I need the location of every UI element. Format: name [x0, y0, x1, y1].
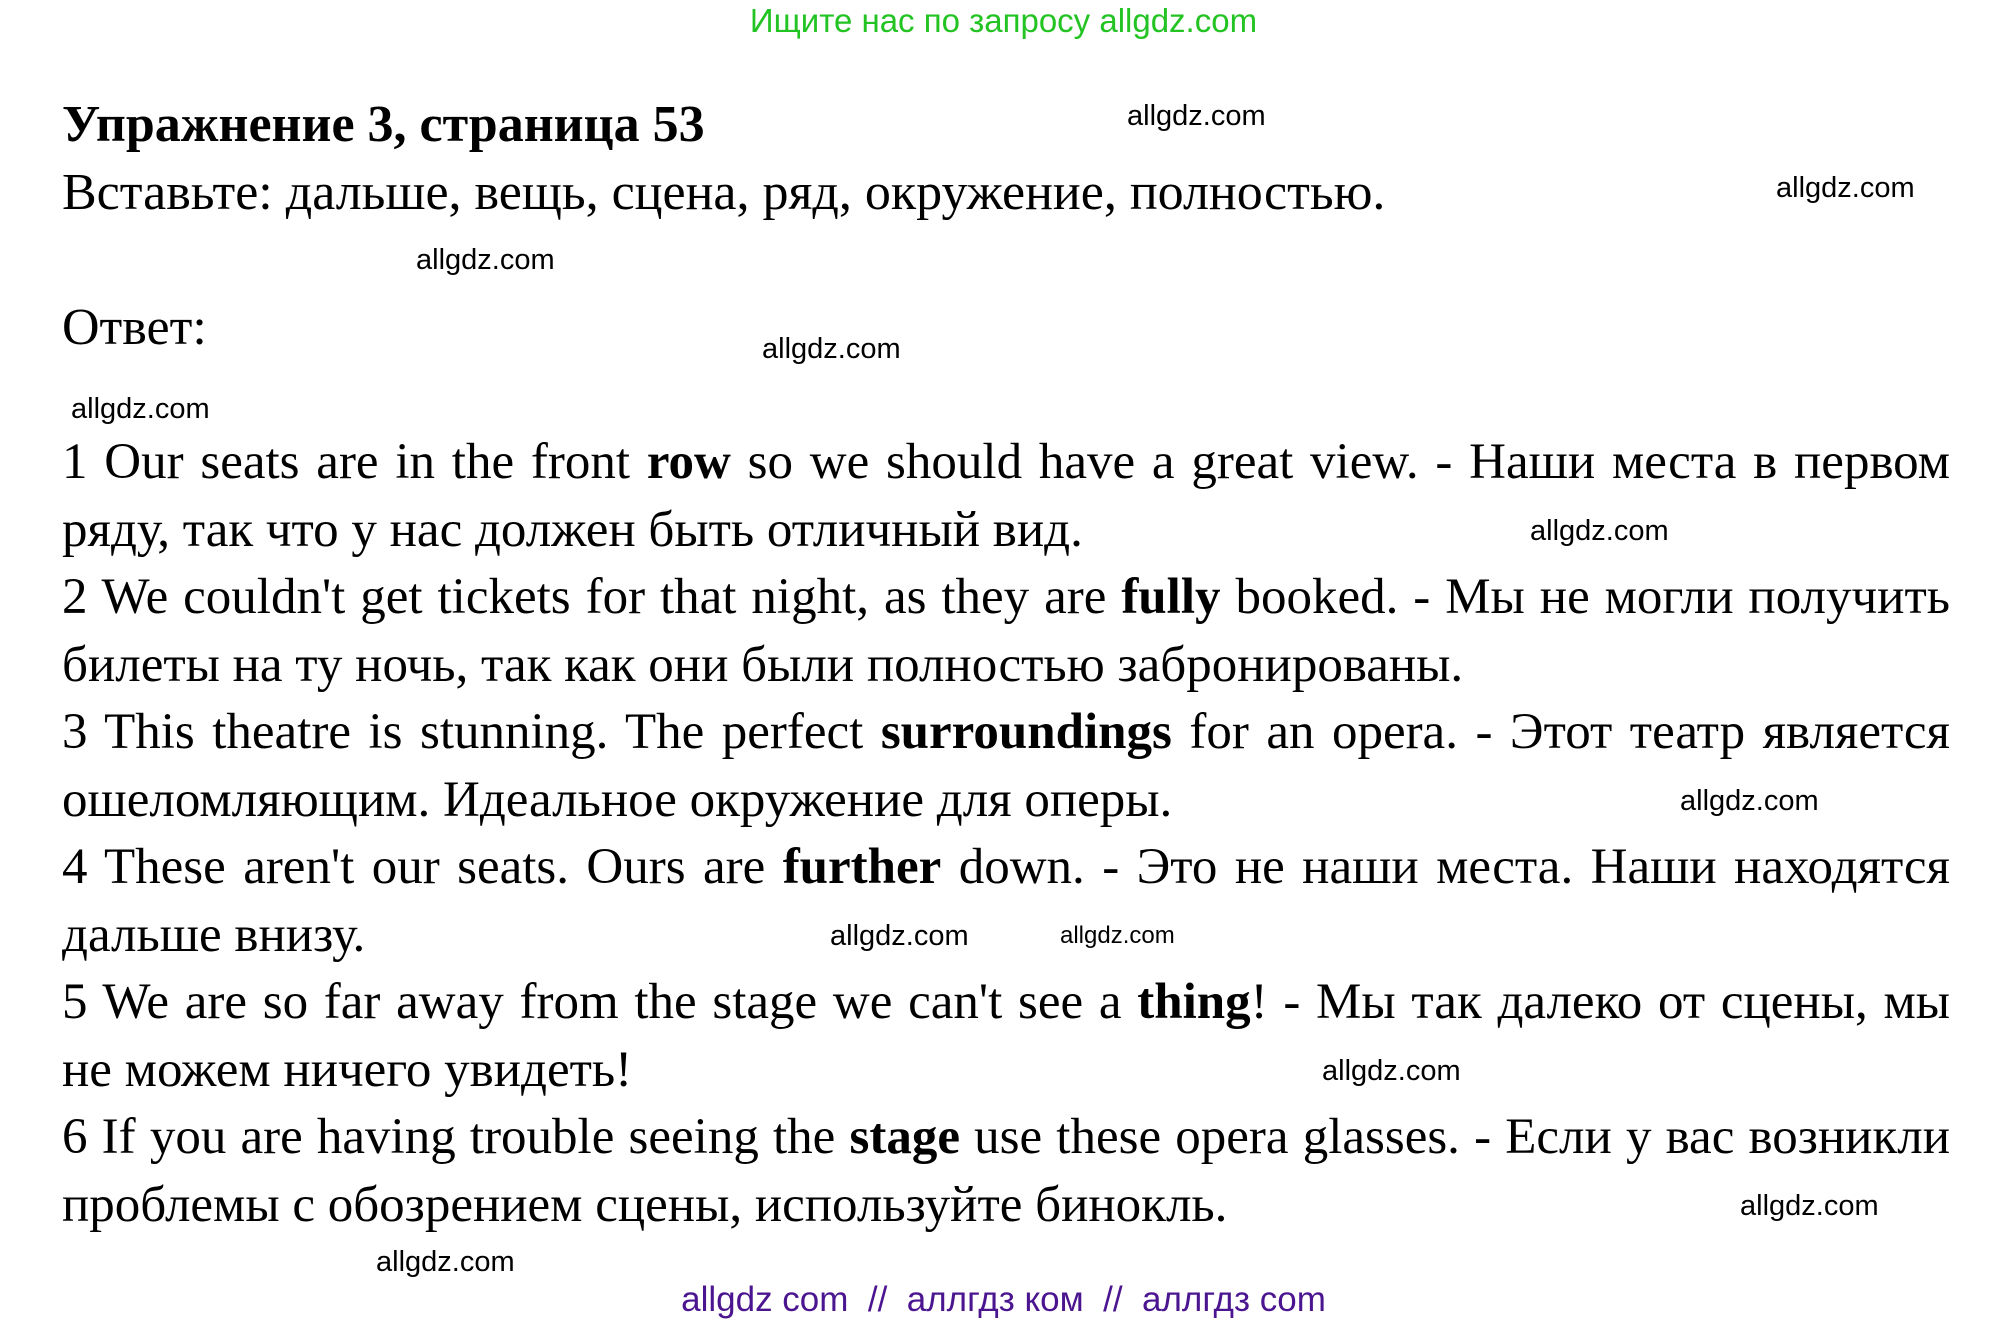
item-text: 2 We couldn't get tickets for that night, as they are: [62, 569, 1122, 625]
watermark: allgdz.com: [830, 920, 969, 952]
watermark: allgdz.com: [762, 333, 901, 365]
item-text: for an opera. - Этот театр является ошеломляющим. Идеальное окружение для оперы.: [62, 704, 1950, 828]
inserted-word: row: [646, 434, 731, 490]
item-text: 3 This theatre is stunning. The perfect: [62, 704, 881, 760]
inserted-word: surroundings: [880, 704, 1172, 760]
watermark: allgdz.com: [1680, 785, 1819, 817]
promo-banner: Ищите нас по запросу allgdz.com: [749, 2, 1258, 39]
item-text: booked. - Мы не могли получить билеты на ту ночь, так как они были полностью забронированы.: [62, 569, 1950, 693]
item-text: 5 We are so far away from the stage we can't see a: [62, 974, 1138, 1030]
exercise-title: Упражнение 3, страница 53: [62, 96, 705, 153]
item-text: ! - Мы так далеко от сцены, мы не можем ничего увидеть!: [62, 974, 1950, 1098]
answer-item: [62, 564, 1950, 699]
watermark: allgdz.com: [1127, 100, 1266, 132]
watermark: allgdz.com: [1322, 1055, 1461, 1087]
inserted-word: further: [782, 839, 942, 895]
answer-item: [62, 1104, 1950, 1239]
answer-list: [62, 429, 1950, 1239]
item-text: 1 Our seats are in the front: [62, 434, 647, 490]
watermark: allgdz.com: [1060, 922, 1175, 949]
watermark: allgdz.com: [376, 1246, 515, 1278]
inserted-word: fully: [1121, 569, 1221, 625]
watermark: allgdz.com: [71, 393, 210, 425]
item-text: use these opera glasses. - Если у вас возникли проблемы с обозрением сцены, используйте бинокль.: [62, 1109, 1950, 1233]
item-text: 4 These aren't our seats. Ours are: [62, 839, 783, 895]
inserted-word: thing: [1137, 974, 1251, 1030]
watermark: allgdz.com: [1776, 172, 1915, 204]
watermark: allgdz.com: [1530, 515, 1669, 547]
item-text: 6 If you are having trouble seeing the: [62, 1109, 850, 1165]
answer-label: Ответ:: [62, 299, 207, 356]
answer-item: [62, 834, 1950, 969]
watermark: allgdz.com: [1740, 1190, 1879, 1222]
footer-links: allgdz com // аллгдз ком // аллгдз com: [681, 1280, 1326, 1319]
item-text: so we should have a great view. - Наши места в первом ряду, так что у нас должен быть отличный вид.: [62, 434, 1950, 558]
item-text: down. - Это не наши места. Наши находятся дальше внизу.: [62, 839, 1950, 963]
inserted-word: stage: [849, 1109, 960, 1165]
answer-item: [62, 969, 1950, 1104]
watermark: allgdz.com: [416, 244, 555, 276]
task-text: Вставьте: дальше, вещь, сцена, ряд, окружение, полностью.: [62, 164, 1386, 221]
answer-item: [62, 699, 1950, 834]
